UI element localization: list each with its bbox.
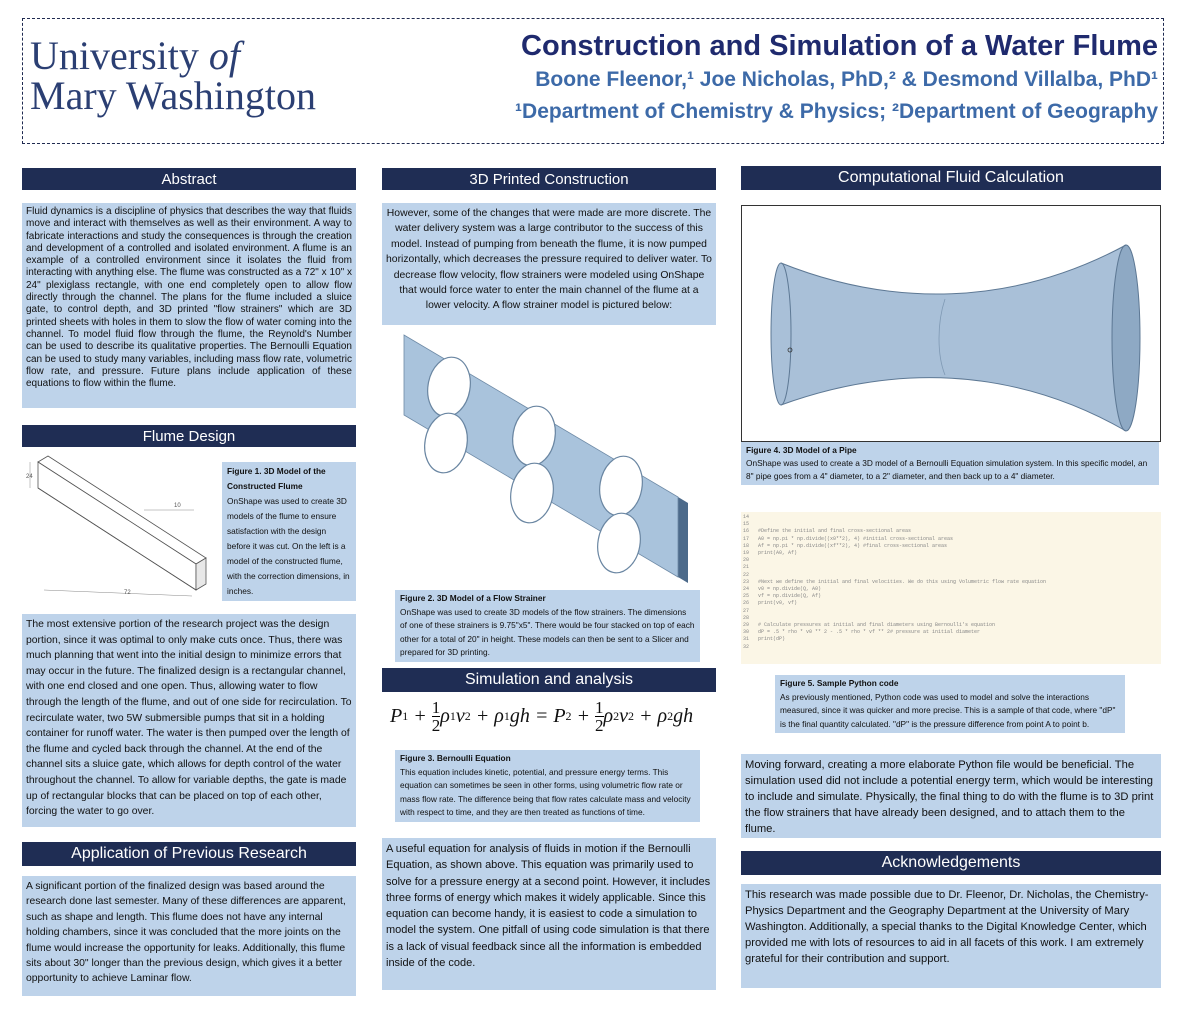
figure5-text: As previously mentioned, Python code was used to model and solve the interactions measured, since it was quicker and more precise. This is a sample of that code, where "dP" is the final quantity calculated. "dP" is the pressure difference from point A to point b.: [780, 691, 1116, 729]
figure3-caption: [395, 750, 700, 822]
code-line: 21: [743, 564, 750, 571]
flume-3d-model-figure: [24, 450, 224, 600]
code-line: 14: [743, 514, 750, 520]
abstract-text: Fluid dynamics is a discipline of physics that describes the way that fluids move and interact with themselves as well as their environment. A way to fabricate interactions and study the consequences is through the creation and development of a controlled and isolated environment. A flume is an example of a controlled environment since it isolates the fluid from interacting with anything else. The flume was constructed as a 72" x 10" x 24" plexiglass rectangle, with one end completely open to allow flow directly through the channel. The plans for the flume included a sluice gate, to control depth, and 3D printed "flow strainers" which are 3D printed sheets with holes in them to slow the flow of water coming into the channel. To model fluid flow through the flume, the Reynold's Number can be used to describe its qualitative properties. The Bernoulli Equation can be used to study many variables, including mass flow rate, volumetric flow rate, and pressure. Future plans include application of these equations to flow within the flume.: [22, 203, 356, 408]
figure2-title: Figure 2. 3D Model of a Flow Strainer: [400, 593, 546, 603]
university-logo-line1: University of: [30, 33, 240, 78]
pipe-3d-model-figure: [741, 205, 1161, 442]
figure1-title: Figure 1. 3D Model of the Constructed Flume: [227, 466, 326, 491]
flume-design-text: The most extensive portion of the research project was the design portion, since it was optimal to only make cuts once. Thus, there was much planning that went into the initial design to minimize errors that may occur in the future. The finalized design is a rectangular channel, with one end closed and one open. Thus, allowing water to flow through the length of the flume, and out of one side for recirculation. To recirculate water, two 5W submersible pumps that sit in a holding container for runoff water. The water is then pumped over the length of the flume and cycled back through the channel. At the end of the channel sits a sluice gate, which allows for depth control of the water throughout the channel. To allow for variable depths, the gate is made up of rectangular blocks that can be placed on top of each other, forcing the water to go over.: [22, 614, 356, 827]
poster-departments: ¹Department of Chemistry & Physics; ²Department of Geography: [515, 100, 1158, 123]
code-line: 19 print(A0, Af): [743, 550, 798, 557]
code-line: 27: [743, 607, 750, 614]
flume-design-heading: Flume Design: [22, 425, 356, 447]
university-logo-line2: Mary Washington: [30, 73, 317, 118]
poster-title: Construction and Simulation of a Water Flume: [521, 30, 1158, 62]
previous-research-text: A significant portion of the finalized design was based around the research done last semester. Many of these differences are apparent, such as shape and length. This flume does not have any internal holding chambers, since it was concluded that the more joints on the flume would increase the opportunity for leaks. Additionally, this flume sits about 30" longer than the previous design, which gives it a better opportunity to achieve Laminar flow.: [22, 876, 356, 996]
code-line: 20: [743, 557, 750, 564]
code-line: 32: [743, 643, 750, 650]
figure1-text: OnShape was used to create 3D models of the flume to ensure satisfaction with the design before it was cut. On the left is a model of the constructed flume, with the correction dimensions, in inches.: [227, 496, 350, 596]
code-line: 23 #Next we define the initial and final velocities. We do this using Volumetric flow rate equation: [743, 578, 1047, 585]
figure2-text: OnShape was used to create 3D models of the flow strainers. The dimensions of one of these strainers is 9.75"x5". There would be four stacked on top of each other for a total of 20" in height. These models can then be sent to a Slicer and prepared for 3D printing.: [400, 606, 695, 658]
flow-strainer-figure: [396, 333, 718, 593]
figure3-text: This equation includes kinetic, potential, and pressure energy terms. This equation can sometimes be seen in other forms, using volumetric flow rate or mass flow rate. The difference being that flow rates calculate mass and velocity with respect to time, and they are then treated as functions of time.: [400, 766, 691, 818]
figure5-title: Figure 5. Sample Python code: [780, 678, 899, 688]
acknowledgements-text: This research was made possible due to Dr. Fleenor, Dr. Nicholas, the Chemistry-Physics Department and the Geography Department at the University of Mary Washington. Additionally, a special thanks to the Digital Knowledge Center, which provided me with lots of resources to aid in all facets of this work. I am extremely grateful for their contribution and support.: [741, 884, 1161, 988]
code-line: 15: [743, 521, 750, 528]
figure4-text: OnShape was used to create a 3D model of a Bernoulli Equation simulation system. In this specific model, an 8" pipe goes from a 4" diameter, to a 2" diameter, and then back up to a 4" diameter.: [746, 458, 1148, 481]
simulation-text: A useful equation for analysis of fluids in motion if the Bernoulli Equation, as shown above. This equation was primarily used to solve for a pressure energy at a second point. However, it includes three forms of energy which makes it widely applicable. Since this equation can become handy, it is easiest to code a simulation to model the system. One pitfall of using code simulation is that there is a lack of visual feedback since all the information is embedded inside of the code.: [382, 838, 716, 990]
construction-text: However, some of the changes that were made are more discrete. The water delivery system was a large contributor to the success of this model. Instead of pumping from beneath the flume, it is now pumped horizontally, which decreases the pressure required to deliver water. To decrease flow velocity, flow strainers were modeled using OnShape that would force water to enter the main channel of the flume at a lower velocity. A flow strainer model is pictured below:: [382, 203, 716, 325]
dim-label-length: 72: [124, 590, 131, 596]
computational-text: Moving forward, creating a more elaborate Python file would be beneficial. The simulation used did not include a potential energy term, which would be interesting to include and simulate. Physically, the final thing to do with the flume is to 3D print the flow strainers that have already been designed, and to attach them to the flume.: [741, 754, 1161, 838]
code-line: 24 v0 = np.divide(Q, A0): [743, 586, 822, 593]
code-line: 30 dP = .5 * rho * v0 ** 2 - .5 * rho * vf ** 2# pressure at initial diameter: [743, 629, 981, 636]
bernoulli-equation: P 1 + 1 2 ρ 1 v 2 + ρ 1 gh = P 2 + 1 2 ρ 2 v 2 + ρ 2 gh: [390, 697, 694, 735]
simulation-heading: Simulation and analysis: [382, 668, 716, 692]
computational-heading: Computational Fluid Calculation: [741, 166, 1161, 190]
figure3-title: Figure 3. Bernoulli Equation: [400, 753, 511, 763]
acknowledgements-heading: Acknowledgements: [741, 851, 1161, 875]
code-line: 31 print(dP): [743, 636, 786, 643]
figure4-caption: [741, 442, 1159, 485]
code-line: 28: [743, 614, 750, 621]
python-code-figure: [741, 512, 1161, 664]
code-line: 17 A0 = np.pi * np.divide((x0**2), 4) #initial cross-sectional areas: [743, 535, 954, 542]
figure5-caption: [775, 675, 1125, 733]
figure1-caption: [222, 462, 356, 601]
abstract-heading: Abstract: [22, 168, 356, 190]
construction-heading: 3D Printed Construction: [382, 168, 716, 190]
code-line: 29 # Calculate pressures at initial and final diameters using Bernoulli's equation: [743, 622, 996, 629]
code-line: 26 print(v0, vf): [743, 600, 798, 607]
code-lines: [743, 514, 1161, 651]
figure2-caption: [395, 590, 700, 662]
code-line: 22: [743, 571, 750, 578]
code-line: 18 Af = np.pi * np.divide((xf**2), 4) #final cross-sectional areas: [743, 542, 948, 549]
dim-label-height: 24: [26, 474, 33, 480]
previous-research-heading: Application of Previous Research: [22, 842, 356, 866]
poster-authors: Boone Fleenor,¹ Joe Nicholas, PhD,² & Desmond Villalba, PhD¹: [535, 68, 1158, 91]
code-line: 25 vf = np.divide(Q, Af): [743, 593, 822, 600]
figure4-title: Figure 4. 3D Model of a Pipe: [746, 445, 857, 455]
dim-label-width: 10: [174, 503, 181, 509]
code-line: 16 #Define the initial and final cross-sectional areas: [743, 528, 912, 535]
